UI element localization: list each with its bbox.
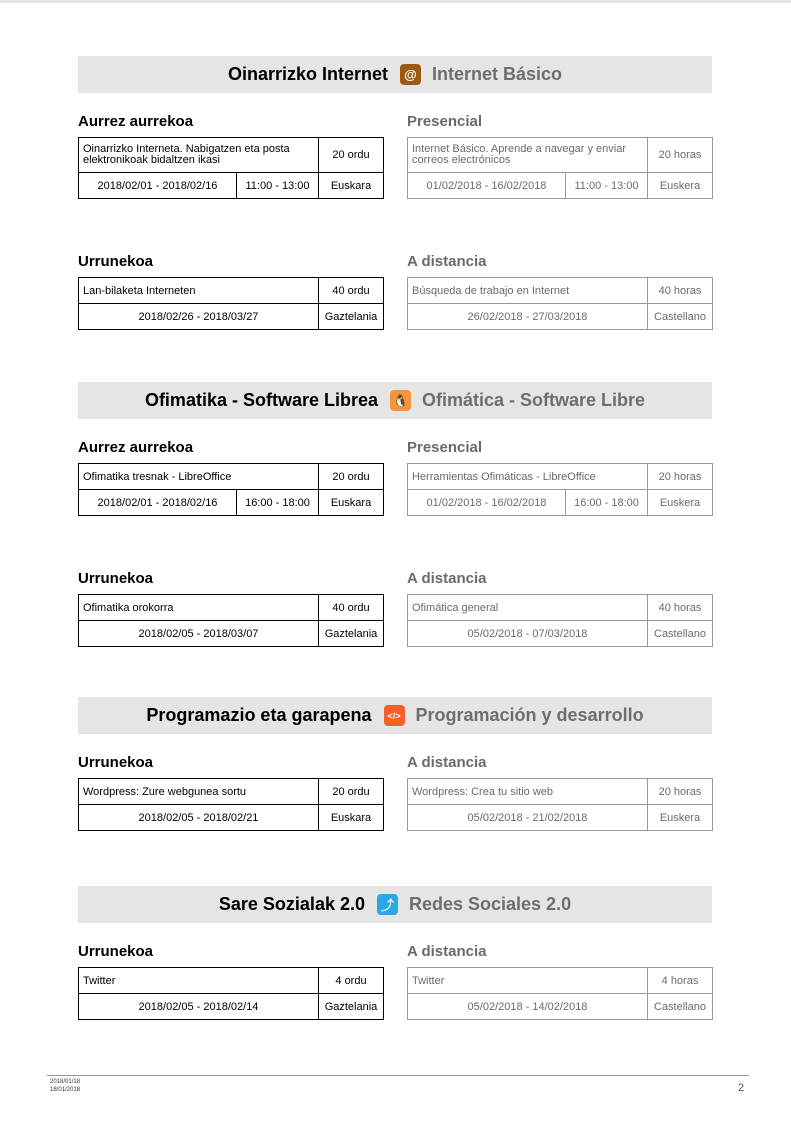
table-row xyxy=(408,173,713,199)
table-row xyxy=(79,805,384,831)
course-dates: 2018/02/05 - 2018/02/21 xyxy=(79,805,319,831)
course-dates: 05/02/2018 - 14/02/2018 xyxy=(408,994,648,1020)
course-block-eu xyxy=(78,438,383,516)
course-language: Gaztelania xyxy=(319,304,384,330)
course-language: Euskara xyxy=(319,805,384,831)
course-block-eu xyxy=(78,112,383,199)
course-block-es xyxy=(407,438,712,516)
footer-divider xyxy=(47,1075,749,1076)
section-banner xyxy=(78,56,712,93)
table-row xyxy=(79,779,384,805)
modality-heading: Aurrez aurrekoa xyxy=(78,113,194,130)
section-banner xyxy=(78,697,712,734)
course-name: Lan-bilaketa Interneten xyxy=(79,278,319,304)
course-block-eu xyxy=(78,569,383,647)
course-language: Castellano xyxy=(648,621,713,647)
course-hours: 20 horas xyxy=(648,779,713,805)
modality-heading: Urrunekoa xyxy=(78,253,154,270)
course-time: 11:00 - 13:00 xyxy=(237,173,319,199)
course-language: Euskera xyxy=(648,490,713,516)
course-table xyxy=(78,594,384,647)
course-block-eu xyxy=(78,942,383,1020)
table-row xyxy=(79,968,384,994)
course-hours: 20 ordu xyxy=(319,779,384,805)
course-hours: 40 ordu xyxy=(319,595,384,621)
course-name: Twitter xyxy=(79,968,319,994)
course-hours: 40 ordu xyxy=(319,278,384,304)
course-name: Wordpress: Crea tu sitio web xyxy=(408,779,648,805)
course-table xyxy=(78,778,384,831)
table-row xyxy=(79,138,384,173)
course-hours: 20 horas xyxy=(648,464,713,490)
course-hours: 4 ordu xyxy=(319,968,384,994)
course-hours: 4 horas xyxy=(648,968,713,994)
course-name: Twitter xyxy=(408,968,648,994)
section-title-eu: Ofimatika - Software Librea xyxy=(144,390,378,410)
table-row xyxy=(79,994,384,1020)
course-table xyxy=(407,594,713,647)
modality-heading: Urrunekoa xyxy=(78,754,154,771)
table-row xyxy=(408,779,713,805)
course-table xyxy=(407,277,713,330)
course-dates: 2018/02/26 - 2018/03/27 xyxy=(79,304,319,330)
course-language: Castellano xyxy=(648,304,713,330)
course-table xyxy=(78,277,384,330)
course-block-es xyxy=(407,753,712,831)
course-block-eu xyxy=(78,252,383,330)
section-banner xyxy=(78,886,712,923)
modality-heading: Urrunekoa xyxy=(78,570,154,587)
course-language: Euskera xyxy=(648,805,713,831)
table-row xyxy=(79,490,384,516)
table-row xyxy=(408,621,713,647)
footer-date-eu: 2018/01/18 xyxy=(50,1079,81,1085)
course-name: Ofimatika tresnak - LibreOffice xyxy=(79,464,319,490)
modality-heading: Aurrez aurrekoa xyxy=(78,439,194,456)
penguin-icon: 🐧 xyxy=(390,390,411,411)
course-language: Euskara xyxy=(319,490,384,516)
modality-heading: Presencial xyxy=(407,439,483,456)
table-row xyxy=(408,805,713,831)
modality-heading: A distancia xyxy=(407,943,487,960)
table-row xyxy=(79,304,384,330)
course-language: Euskara xyxy=(319,173,384,199)
course-hours: 20 horas xyxy=(648,138,713,173)
at-sign-icon: @ xyxy=(400,64,421,85)
table-row xyxy=(408,304,713,330)
code-icon: </> xyxy=(384,705,405,726)
course-name: Herramientas Ofimáticas - LibreOffice xyxy=(408,464,648,490)
course-name: Internet Básico. Aprende a navegar y enviar correos electrónicos xyxy=(408,138,648,173)
course-block-es xyxy=(407,942,712,1020)
course-block-es xyxy=(407,569,712,647)
modality-heading: A distancia xyxy=(407,253,487,270)
course-name: Ofimática general xyxy=(408,595,648,621)
course-table xyxy=(407,778,713,831)
table-row xyxy=(79,464,384,490)
course-name: Ofimatika orokorra xyxy=(79,595,319,621)
course-block-es xyxy=(407,112,712,199)
course-dates: 01/02/2018 - 16/02/2018 xyxy=(408,173,566,199)
course-block-es xyxy=(407,252,712,330)
course-dates: 2018/02/05 - 2018/02/14 xyxy=(79,994,319,1020)
table-row xyxy=(79,621,384,647)
footer-dates xyxy=(50,1078,80,1094)
table-row xyxy=(408,138,713,173)
course-name: Oinarrizko Interneta. Nabigatzen eta posta elektronikoak bidaltzen ikasi xyxy=(79,138,319,173)
table-row xyxy=(408,994,713,1020)
course-dates: 2018/02/01 - 2018/02/16 xyxy=(79,490,237,516)
section-title-eu: Programazio eta garapena xyxy=(146,705,372,725)
footer-date-es: 18/01/2018 xyxy=(50,1087,81,1093)
modality-heading: A distancia xyxy=(407,570,487,587)
course-language: Euskera xyxy=(648,173,713,199)
section-title-es: Programación y desarrollo xyxy=(415,705,644,725)
course-dates: 2018/02/05 - 2018/03/07 xyxy=(79,621,319,647)
course-language: Castellano xyxy=(648,994,713,1020)
course-dates: 01/02/2018 - 16/02/2018 xyxy=(408,490,566,516)
course-name: Búsqueda de trabajo en Internet xyxy=(408,278,648,304)
table-row xyxy=(408,278,713,304)
course-table xyxy=(407,967,713,1020)
course-hours: 40 horas xyxy=(648,595,713,621)
section-title-eu: Oinarrizko Internet xyxy=(227,64,388,84)
table-row xyxy=(408,968,713,994)
table-row xyxy=(79,278,384,304)
modality-heading: Presencial xyxy=(407,113,483,130)
top-bar xyxy=(0,0,791,3)
section-title-es: Internet Básico xyxy=(431,64,563,84)
section-title-es: Redes Sociales 2.0 xyxy=(408,894,572,914)
course-section xyxy=(78,697,712,824)
modality-heading: Urrunekoa xyxy=(78,943,154,960)
course-table xyxy=(78,463,384,516)
table-row xyxy=(408,490,713,516)
course-name: Wordpress: Zure webgunea sortu xyxy=(79,779,319,805)
table-row xyxy=(408,464,713,490)
course-dates: 05/02/2018 - 07/03/2018 xyxy=(408,621,648,647)
course-table xyxy=(407,463,713,516)
course-table xyxy=(78,137,384,199)
table-row xyxy=(79,173,384,199)
share-network-icon: ⤴ xyxy=(377,894,398,915)
section-title-eu: Sare Sozialak 2.0 xyxy=(218,894,365,914)
course-table xyxy=(78,967,384,1020)
section-title-es: Ofimática - Software Libre xyxy=(422,390,646,410)
course-block-eu xyxy=(78,753,383,831)
course-hours: 20 ordu xyxy=(319,138,384,173)
page-number: 2 xyxy=(738,1082,745,1094)
section-banner xyxy=(78,382,712,419)
table-row xyxy=(408,595,713,621)
course-section xyxy=(78,382,712,640)
course-dates: 2018/02/01 - 2018/02/16 xyxy=(79,173,237,199)
course-time: 16:00 - 18:00 xyxy=(566,490,648,516)
course-hours: 20 ordu xyxy=(319,464,384,490)
course-language: Gaztelania xyxy=(319,621,384,647)
course-section xyxy=(78,56,712,323)
course-time: 11:00 - 13:00 xyxy=(566,173,648,199)
table-row xyxy=(79,595,384,621)
course-hours: 40 horas xyxy=(648,278,713,304)
course-table xyxy=(407,137,713,199)
course-dates: 05/02/2018 - 21/02/2018 xyxy=(408,805,648,831)
course-dates: 26/02/2018 - 27/03/2018 xyxy=(408,304,648,330)
course-section xyxy=(78,886,712,1013)
modality-heading: A distancia xyxy=(407,754,487,771)
course-time: 16:00 - 18:00 xyxy=(237,490,319,516)
course-language: Gaztelania xyxy=(319,994,384,1020)
